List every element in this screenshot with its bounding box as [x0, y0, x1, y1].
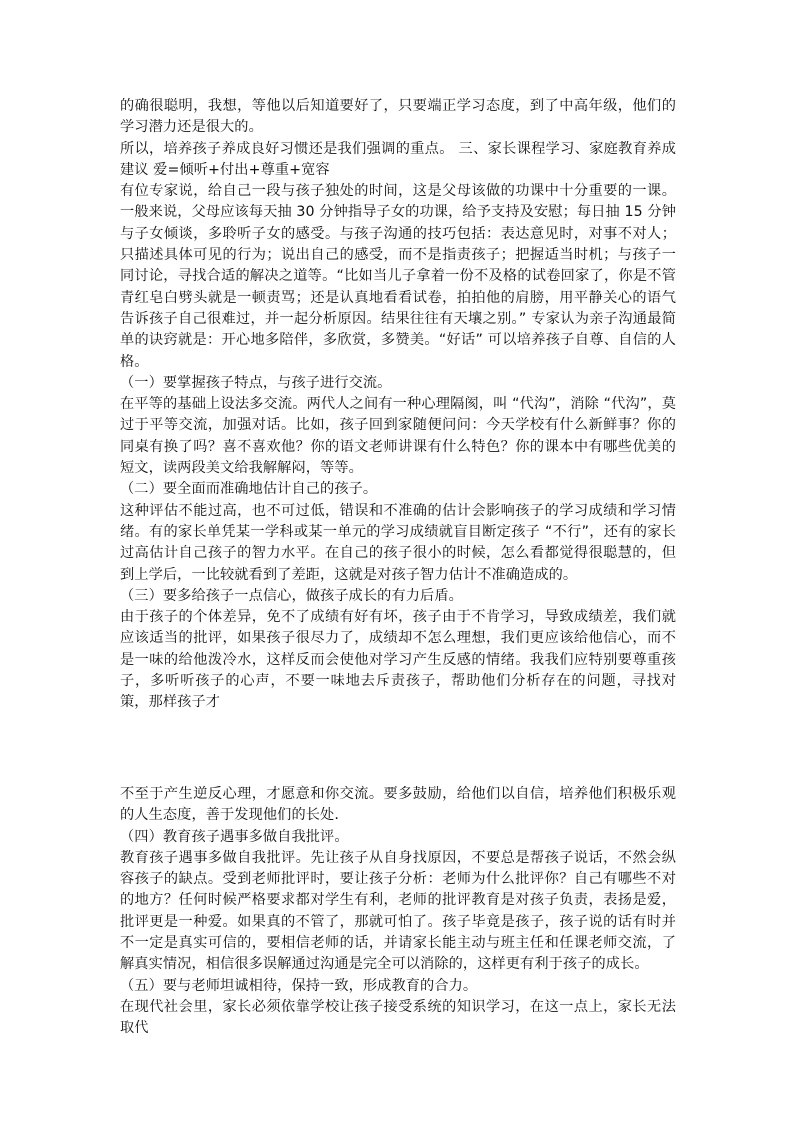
paragraph-assessment: 这种评估不能过高，也不可过低，错误和不准确的估计会影响孩子的学习成绩和学习情绪。有的家长单凭某一学科或某一单元的学习成绩就盲目断定孩子 “不行”，还有的家长过高估计自己孩子的智力水平。在自己的孩子很小的时候，怎么看都觉得很聪慧的，但到上学后，一比较就看到了差距，这就是对孩子智力估计不准确造成的。	[120, 502, 676, 583]
subheading-one: （一）要掌握孩子特点，与孩子进行交流。	[120, 374, 392, 391]
subheading-two: （二）要全面而准确地估计自己的孩子。	[120, 481, 378, 498]
paragraph-confidence: 由于孩子的个体差异，免不了成绩有好有坏，孩子由于不肯学习，导致成绩差，我们就应该适当的批评，如果孩子很尽力了，成绩却不怎么理想，我们更应该给他信心，而不是一味的给他泼冷水，这样反而会使他对学习产生反感的情绪。我我们应特别要尊重孩子，多听听孩子的心声，不要一味地去斥责孩子，帮助他们分析存在的问题，寻找对策，那样孩子才	[120, 609, 676, 711]
paragraph-expert-advice: 有位专家说，给自己一段与孩子独处的时间，这是父母该做的功课中十分重要的一课。一般来说，父母应该每天抽 30 分钟指导子女的功课，给予支持及安慰；每日抽 15 分钟与子女倾谈，多聆听子女的感受。与孩子沟通的技巧包括：表达意见时，对事不对人；只描述具体可见的行为；说出自己的感受，而不是指责孩子；把握适当时机；与孩子一同讨论，寻找合适的解决之道等。“比如当儿子拿着一份不及格的试卷回家了，你是不管青红皂白劈头就是一顿责骂；还是认真地看看试卷，拍拍他的肩膀，用平静关心的语气告诉孩子自己很难过，并一起分析原因。结果往往有天壤之别。” 专家认为亲子沟通最简单的诀窍就是：开心地多陪伴，多欣赏，多赞美。“好话” 可以培养孩子自尊、自信的人格。	[120, 183, 676, 370]
page-text-bottom	[120, 784, 676, 1040]
page-text-top	[120, 96, 676, 714]
subheading-four: （四）教育孩子遇事多做自我批评。	[120, 828, 349, 845]
paragraph-equal-communication: 在平等的基础上设法多交流。两代人之间有一种心理隔阂，叫 “代沟”，消除 “代沟”，莫过于平等交流，加强对话。比如，孩子回到家随便问问：今天学校有什么新鲜事？你的同桌有换了吗？喜不喜欢他？你的语文老师讲课有什么特色？你的课本中有哪些优美的短文，读两段美文给我解解闷，等等。	[120, 396, 676, 477]
subheading-three: （三）要多给孩子一点信心，做孩子成长的有力后盾。	[120, 587, 463, 604]
paragraph-school-reliance: 在现代社会里，家长必须依靠学校让孩子接受系统的知识学习，在这一点上，家长无法取代	[120, 998, 676, 1037]
paragraph-continuation: 的确很聪明，我想，等他以后知道要好了，只要端正学习态度，到了中高年级，他们的学习潜力还是很大的。	[120, 98, 676, 136]
paragraph-section-heading: 所以，培养孩子养成良好习惯还是我们强调的重点。 三、家长课程学习、家庭教育养成建议 爱=倾听+付出+尊重+宽容	[120, 140, 676, 178]
paragraph-self-criticism: 教育孩子遇事多做自我批评。先让孩子从自身找原因，不要总是帮孩子说话，不然会纵容孩子的缺点。受到老师批评时，要让孩子分析：老师为什么批评你？自己有哪些不对的地方？任何时候严格要求都对学生有利，老师的批评教育是对孩子负责，表扬是爱，批评更是一种爱。如果真的不管了，那就可怕了。孩子毕竟是孩子，孩子说的话有时并不一定是真实可信的，要相信老师的话，并请家长能主动与班主任和任课老师交流，了解真实情况，相信很多误解通过沟通是完全可以消除的，这样更有利于孩子的成长。	[120, 849, 676, 973]
paragraph-encouragement: 不至于产生逆反心理，才愿意和你交流。要多鼓励，给他们以自信，培养他们积极乐观的人生态度，善于发现他们的长处.	[120, 786, 676, 824]
subheading-five: （五）要与老师坦诚相待，保持一致，形成教育的合力。	[120, 977, 478, 994]
